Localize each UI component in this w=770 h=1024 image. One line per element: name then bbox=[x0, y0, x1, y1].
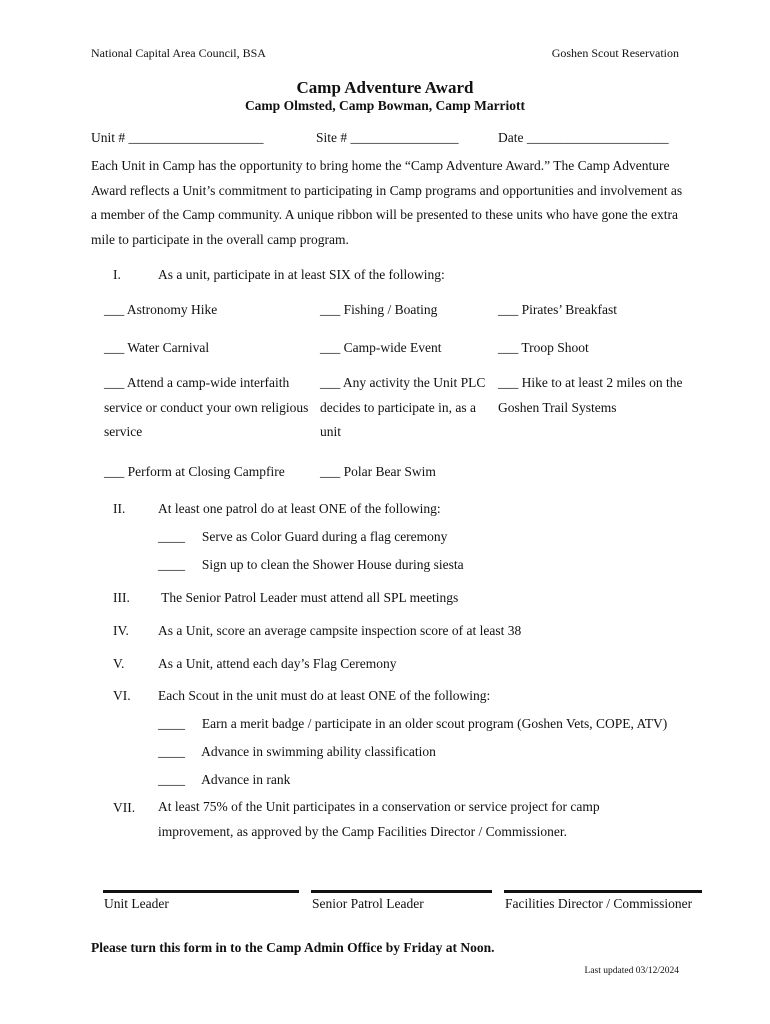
header-reservation: Goshen Scout Reservation bbox=[551, 46, 679, 60]
checklist-item: ____ Earn a merit badge / participate in an older scout program (Goshen Vets, COPE, ATV) bbox=[158, 716, 668, 731]
checklist-item: ___ Polar Bear Swim bbox=[320, 464, 436, 479]
section-3-text: The Senior Patrol Leader must attend all SPL meetings bbox=[158, 590, 459, 605]
signature-label-unit-leader: Unit Leader bbox=[104, 896, 169, 911]
page-subtitle: Camp Olmsted, Camp Bowman, Camp Marriott bbox=[244, 98, 526, 113]
section-4-number: IV. bbox=[113, 623, 129, 638]
section-2-text: At least one patrol do at least ONE of the following: bbox=[158, 501, 441, 516]
section-1-number: I. bbox=[113, 267, 121, 282]
section-7-number: VII. bbox=[113, 800, 136, 815]
page-title: Camp Adventure Award bbox=[296, 78, 474, 97]
section-1-text: As a unit, participate in at least SIX of the following: bbox=[158, 267, 445, 282]
checklist-item: ___ Hike to at least 2 miles on the Goshen Trail Systems bbox=[498, 375, 683, 415]
intro-paragraph: Each Unit in Camp has the opportunity to bring home the “Camp Adventure Award.” The Camp Adventure Award reflects a Unit’s commitment to participating in Camp programs and opportunities and involvement as a member of the Camp community. A unique ribbon will be presented to these units who have gone the extra mile to participate in the overall camp program. bbox=[91, 158, 683, 248]
section-6-number: VI. bbox=[113, 688, 131, 703]
last-updated: Last updated 03/12/2024 bbox=[584, 966, 679, 976]
checklist-item: ____ Sign up to clean the Shower House during siesta bbox=[158, 557, 464, 572]
site-field: Site # ________________ bbox=[316, 130, 459, 145]
signature-label-facilities-director: Facilities Director / Commissioner bbox=[505, 896, 693, 911]
checklist-item: ___ Attend a camp-wide interfaith service or conduct your own religious service bbox=[104, 375, 309, 439]
signature-label-spl: Senior Patrol Leader bbox=[312, 896, 424, 911]
checklist-item: ___ Camp-wide Event bbox=[320, 340, 442, 355]
header-council: National Capital Area Council, BSA bbox=[91, 46, 266, 60]
checklist-item: ___ Fishing / Boating bbox=[320, 302, 438, 317]
checklist-item: ____ Serve as Color Guard during a flag ceremony bbox=[158, 529, 448, 544]
checklist-item: ___ Water Carnival bbox=[104, 340, 210, 355]
date-field: Date _____________________ bbox=[498, 130, 669, 145]
submission-instructions: Please turn this form in to the Camp Admin Office by Friday at Noon. bbox=[91, 940, 495, 955]
checklist-item: ____ Advance in rank bbox=[158, 772, 291, 787]
section-5-text: As a Unit, attend each day’s Flag Ceremony bbox=[158, 656, 397, 671]
section-5-number: V. bbox=[113, 656, 125, 671]
section-6-text: Each Scout in the unit must do at least ONE of the following: bbox=[158, 688, 491, 703]
section-4-text: As a Unit, score an average campsite inspection score of at least 38 bbox=[158, 623, 522, 638]
signature-line-unit-leader bbox=[103, 890, 299, 893]
checklist-item: ___ Troop Shoot bbox=[498, 340, 589, 355]
section-3-number: III. bbox=[113, 590, 130, 605]
checklist-item: ____ Advance in swimming ability classification bbox=[158, 744, 436, 759]
section-7-text: At least 75% of the Unit participates in a conservation or service project for camp improvement, as approved by the Camp Facilities Director / Commissioner. bbox=[158, 799, 600, 839]
checklist-item: ___ Perform at Closing Campfire bbox=[104, 464, 285, 479]
checklist-item: ___ Astronomy Hike bbox=[104, 302, 218, 317]
checklist-item: ___ Pirates’ Breakfast bbox=[498, 302, 617, 317]
signature-line-facilities-director bbox=[504, 890, 702, 893]
section-2-number: II. bbox=[113, 501, 126, 516]
signature-line-spl bbox=[311, 890, 492, 893]
checklist-item: ___ Any activity the Unit PLC decides to participate in, as a unit bbox=[320, 375, 486, 439]
unit-field: Unit # ____________________ bbox=[91, 130, 264, 145]
